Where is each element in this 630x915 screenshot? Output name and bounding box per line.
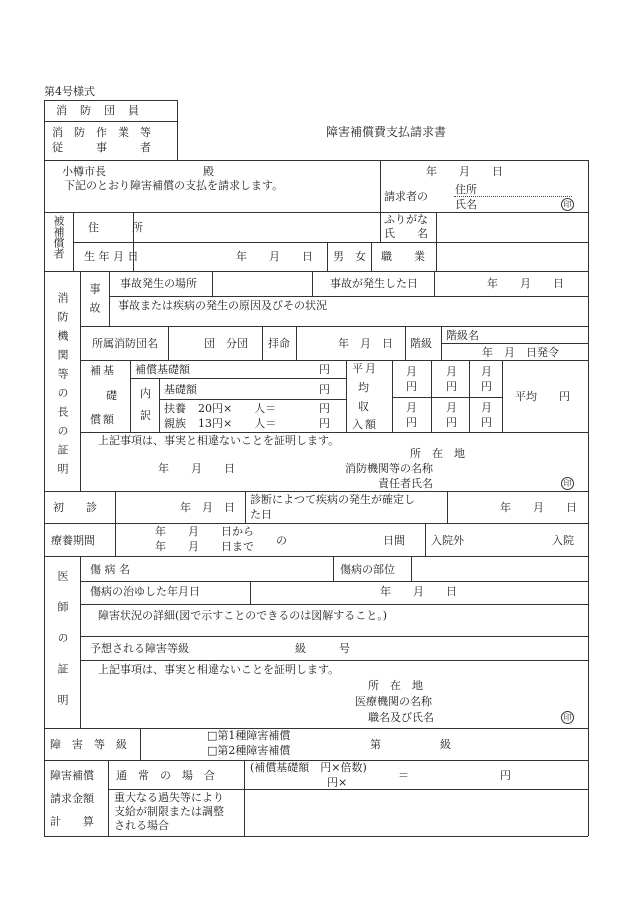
label-sagyo-line1: 消 防 作 業 等 [52,126,151,139]
furigana-label: ふりがな [384,213,428,226]
unit-label: 所属消防団名 [92,337,158,350]
grade-expect-value: 級 号 [295,642,350,655]
treatment-days: 日間 [383,534,405,547]
shogaku-label: 償額 [90,413,116,426]
kiso-label: 礎 [106,389,117,402]
wake-label: 訳 [140,409,151,422]
yen-3: 円 [319,402,330,415]
month-2a: 月 [406,401,417,414]
kaikyu-date: 年 月 日発令 [482,346,559,359]
birth-label: 生 年 月 日 [84,250,139,263]
heikin-label: 平月 [352,362,378,375]
shu-label: 収 [358,400,369,413]
grade-option-2: □第2種障害補償 [207,744,291,757]
claimant-address-label: 住所 [455,183,477,196]
claimant-name-label: 氏名 [455,198,477,211]
calc-normal-label: 通 常 の 場 合 [116,769,215,782]
doctor-location-label: 所 在 地 [368,679,423,692]
calc-label-2: 請求金額 [50,792,94,805]
label-shobodanin: 消 防 団 員 [56,104,140,117]
chief-cert-label: 消防機関等の長の証明 [56,292,69,482]
hoshou-kiso-label: 補償基礎額 [135,363,190,376]
chief-org-label: 消防機関等の名称 [345,462,433,475]
fuyo-label: 扶養 [164,402,186,415]
first-visit-label: 初 診 [53,501,97,514]
sex-label: 男 女 [333,250,366,263]
kiso-gaku-label: 基礎額 [164,383,197,396]
treatment-no: の [276,534,287,547]
doctor-org-label: 医療機関の名称 [355,695,432,708]
treatment-inpatient: 入院 [552,534,574,547]
treatment-outpatient: 入院外 [431,534,464,547]
yen-1c: 円 [481,380,492,393]
calc-yen: 円 [500,769,511,782]
claimant-label: 請求者の [384,190,428,203]
calc-formula-1: (補償基礎額 円×倍数) [250,761,367,774]
grade-expect-label: 予想される障害等級 [90,642,189,655]
tono-label: 殿 [203,165,214,178]
month-2b: 月 [446,401,457,414]
confirm-label-1: 診断によつて疾病の発生が確定し [250,493,415,506]
doctor-seal-icon: 印 [561,711,574,724]
haimei-date: 年 月 日 [338,337,393,350]
doctor-cert-label: 医師の証明 [56,570,69,725]
chief-cert-date: 年 月 日 [158,462,235,475]
victim-address-label: 住 所 [88,221,143,234]
doctor-certify-text: 上記事項は、事実と相違ないことを証明します。 [98,663,340,676]
accident-cause-label: 事故または疾病の発生の原因及びその状況 [118,299,327,312]
average-label: 平均 円 [515,390,570,403]
chief-location-label: 所 在 地 [410,447,465,460]
document-title: 障害補償費支払請求書 [326,125,447,139]
request-statement: 下記のとおり障害補償の支払を請求します。 [64,179,284,192]
uchi-label: 内 [140,387,151,400]
treatment-from: 年 月 日から [155,525,254,538]
mayor-label: 小樽市長 [62,165,106,178]
accident-place-label: 事故発生の場所 [120,277,197,290]
grade-option-1: □第1種障害補償 [207,729,291,742]
treatment-to: 年 月 日まで [155,540,254,553]
cured-label: 傷病の治ゆした年月日 [90,585,200,598]
kaikyu-name-label: 階級名 [446,329,479,342]
hoshou-label: 補基 [90,364,116,377]
chief-officer-label: 責任者氏名 [378,477,433,490]
form-number: 第4号様式 [44,85,95,98]
calc-label-1: 障害補償 [50,769,94,782]
dependent-row2: 13円× 人＝ [198,417,277,430]
request-date: 年 月 日 [426,165,503,178]
calc-label-3: 計 算 [50,815,94,828]
shinzoku-label: 親族 [164,417,186,430]
yen-1a: 円 [406,380,417,393]
chief-certify-text: 上記事項は、事実と相違ないことを証明します。 [98,434,340,447]
yen-1: 円 [319,363,330,376]
calc-special-3: される場合 [114,819,169,832]
accident-date: 年 月 日 [487,277,564,290]
yen-1b: 円 [446,380,457,393]
victim-label: 被補償者 [52,215,65,259]
calc-formula-2: 円× [327,776,348,789]
grade-label: 障 害 等 級 [50,738,127,751]
month-1a: 月 [406,365,417,378]
victim-name-label: 氏 名 [384,227,428,240]
label-sagyo-line2: 従 事 者 [52,141,151,154]
yen-2a: 円 [406,416,417,429]
month-1c: 月 [481,365,492,378]
disease-part-label: 傷病の部位 [340,563,395,576]
dependent-row1: 20円× 人＝ [198,402,277,415]
job-label: 職 業 [381,250,425,263]
grade-kyu: 級 [440,738,451,751]
calc-special-1: 重大なる過失等により [114,791,224,804]
kaikyu-label: 階級 [410,337,432,350]
yen-2b: 円 [446,416,457,429]
treatment-label: 療養期間 [51,534,95,547]
yen-4: 円 [319,417,330,430]
confirm-date: 年 月 日 [500,501,577,514]
yen-2c: 円 [481,416,492,429]
yen-2: 円 [319,383,330,396]
grade-dai: 第 [370,738,381,751]
kin-label: 均 [358,381,369,394]
detail-label: 障害状況の詳細(図で示すことのできるのは図解すること。) [98,609,388,622]
seal-icon: 印 [561,198,574,211]
confirm-label-2: た日 [250,508,272,521]
first-visit-date: 年 月 日 [180,501,235,514]
month-1b: 月 [446,365,457,378]
birth-date: 年 月 日 [236,250,313,263]
disease-label: 傷 病 名 [90,563,130,576]
chief-seal-icon: 印 [561,477,574,490]
calc-special-2: 支給が制限または調整 [114,805,224,818]
cured-date: 年 月 日 [380,585,457,598]
unit-mid: 団 分団 [204,337,248,350]
haimei-label: 拝命 [268,337,290,350]
doctor-name-label: 職名及び氏名 [368,711,434,724]
accident-date-label: 事故が発生した日 [330,277,418,290]
calc-equals: ＝ [398,769,409,782]
jiko-label: 事故 [88,283,101,321]
month-2c: 月 [481,401,492,414]
nyugaku-label: 入額 [352,418,378,431]
